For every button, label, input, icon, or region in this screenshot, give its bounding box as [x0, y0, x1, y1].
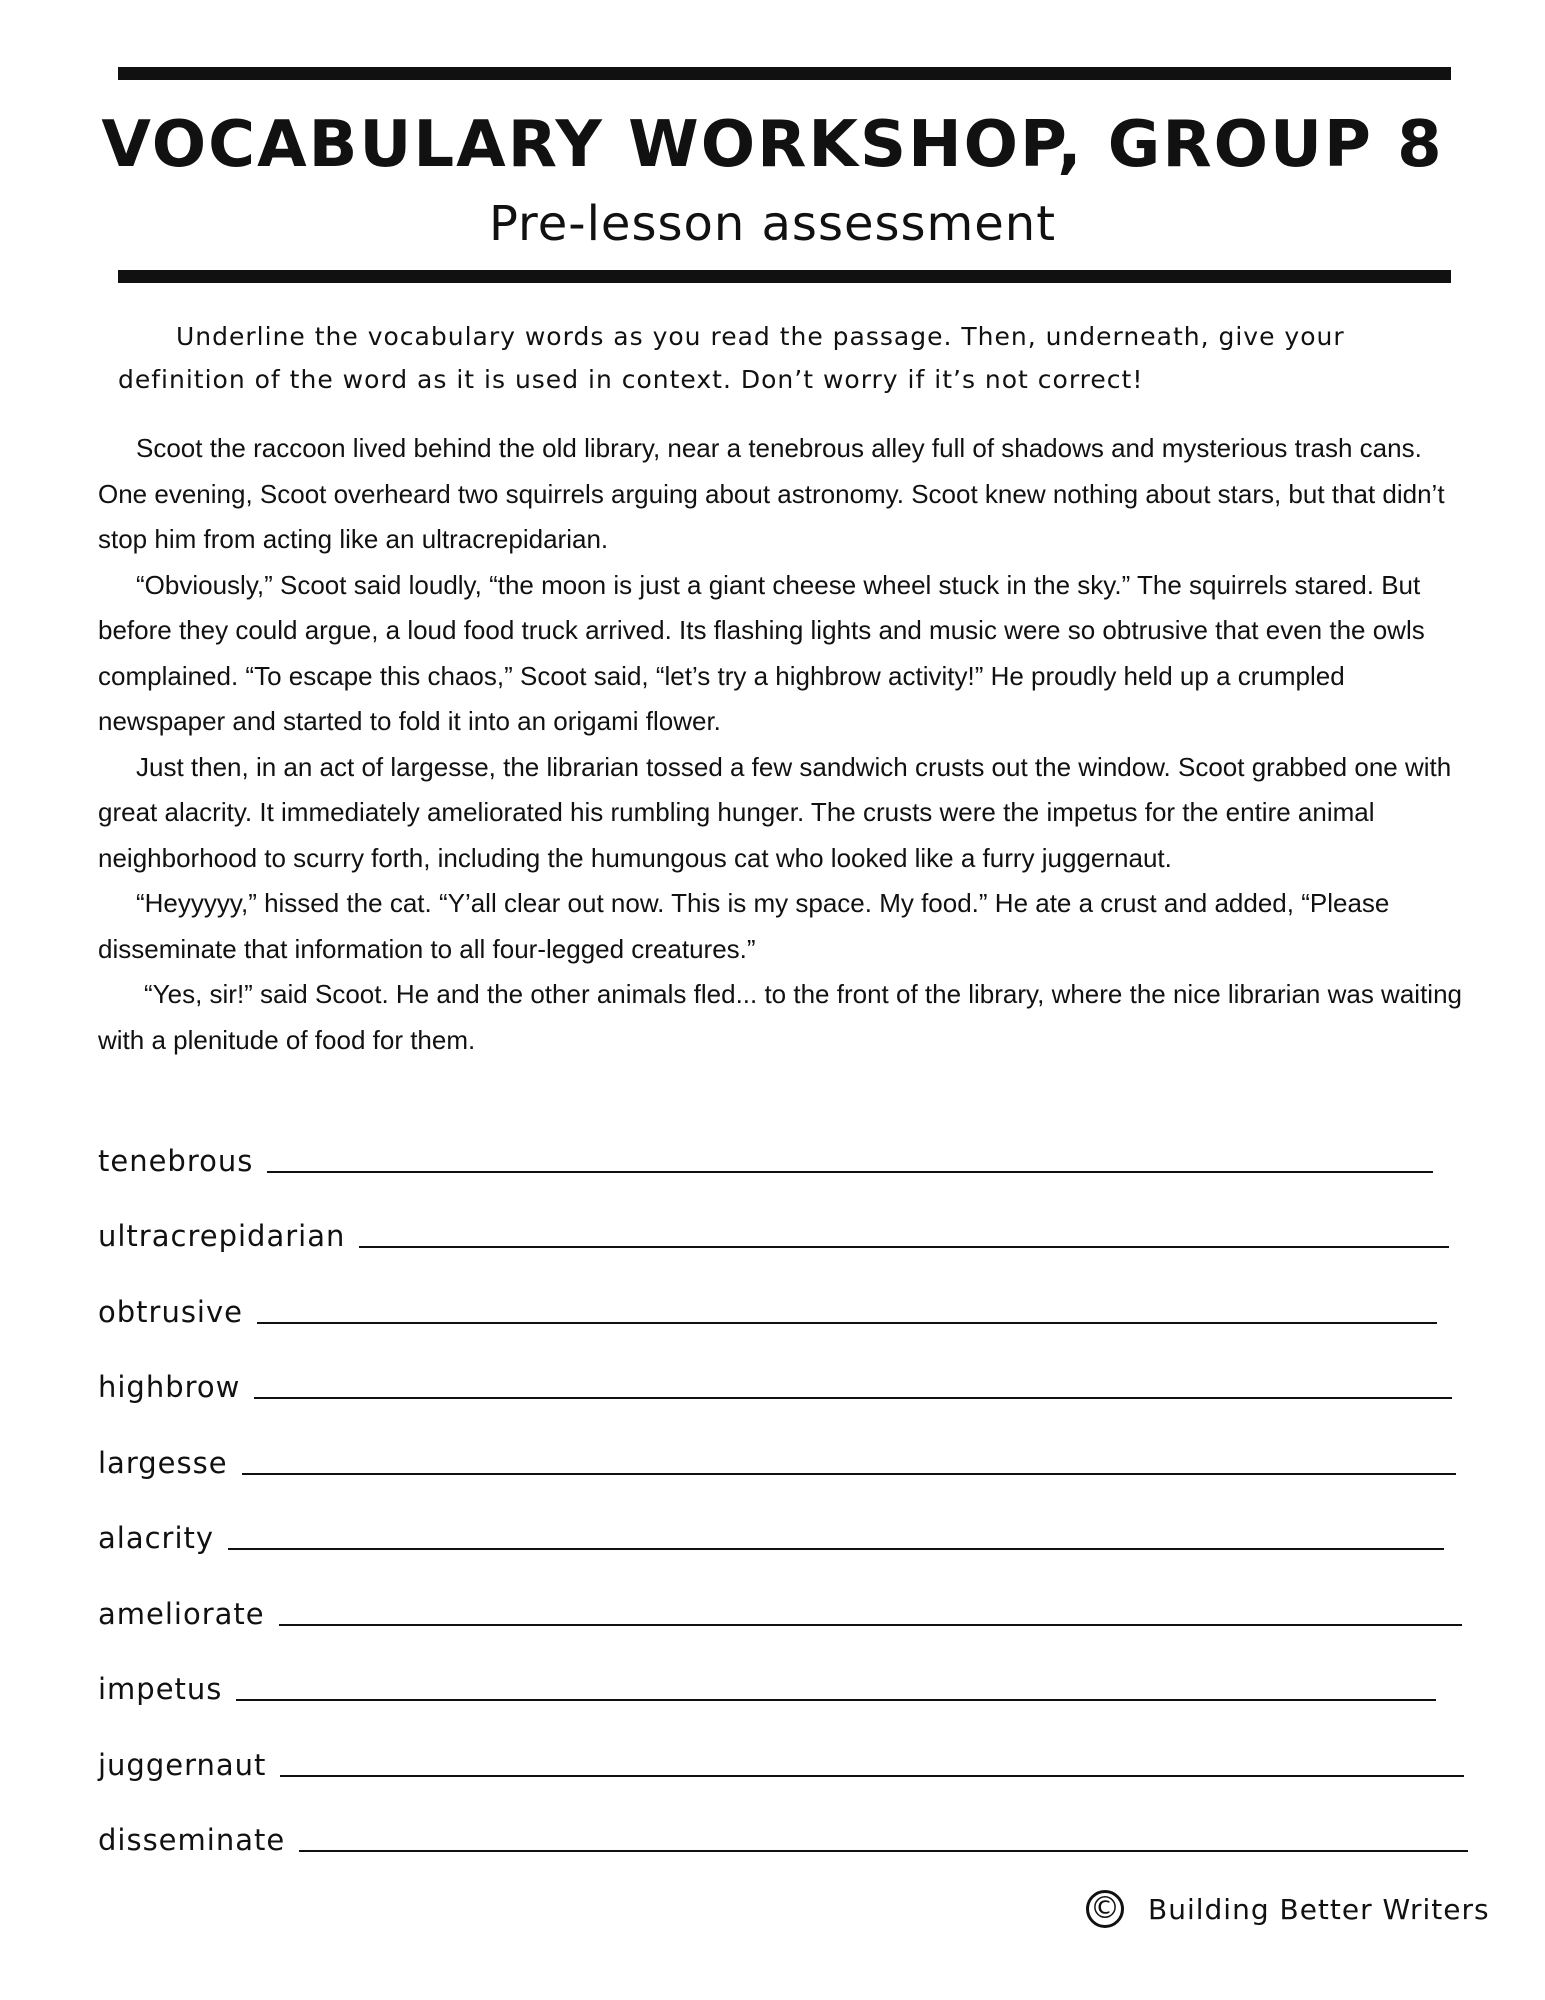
page-title: VOCABULARY WORKSHOP, GROUP 8 — [101, 108, 1444, 182]
vocabulary-definition-list — [98, 1105, 1468, 1860]
reading-passage — [98, 426, 1473, 1063]
vocab-word: tenebrous — [98, 1143, 254, 1178]
definition-answer-line[interactable] — [242, 1473, 1456, 1475]
header-rule-top — [118, 67, 1451, 80]
vocab-row — [98, 1407, 1468, 1483]
passage-paragraph: Scoot the raccoon lived behind the old library, near a tenebrous alley full of shadows and mysterious trash cans. One evening, Scoot overheard two squirrels arguing about astronomy. Scoot knew nothing about stars, but that didn’t stop him from acting like an ultracrepidarian. — [98, 433, 1445, 554]
instructions-text: Underline the vocabulary words as you read the passage. Then, underneath, give your definition of the word as it is used in context. Don’t worry if it’s not correct! — [118, 322, 1345, 394]
copyright-icon: © — [1086, 1890, 1124, 1928]
vocab-word: impetus — [98, 1672, 223, 1706]
page-subtitle: Pre-lesson assessment — [488, 196, 1057, 252]
definition-answer-line[interactable] — [236, 1699, 1436, 1701]
vocab-row — [98, 1709, 1468, 1785]
vocab-row — [98, 1332, 1468, 1408]
vocab-word: alacrity — [98, 1521, 215, 1555]
vocab-row — [98, 1105, 1468, 1181]
passage-paragraph: “Obviously,” Scoot said loudly, “the moon is just a giant cheese wheel stuck in the sky.” The squirrels stared. But before they could argue, a loud food truck arrived. Its flashing lights and music were so obtrusive that even the owls complained. “To escape this chaos,” Scoot said, “let’s try a highbrow activity!” He proudly held up a crumpled newspaper and started to fold it into an origami flower. — [98, 569, 1425, 736]
definition-answer-line[interactable] — [359, 1246, 1449, 1248]
vocab-row — [98, 1181, 1468, 1257]
definition-answer-line[interactable] — [254, 1397, 1452, 1399]
definition-answer-line[interactable] — [257, 1322, 1437, 1324]
vocab-row — [98, 1785, 1468, 1861]
vocab-word: ameliorate — [98, 1596, 265, 1631]
definition-answer-line[interactable] — [267, 1171, 1433, 1173]
vocab-row — [98, 1483, 1468, 1559]
definition-answer-line[interactable] — [228, 1548, 1444, 1550]
vocab-word: ultracrepidarian — [98, 1219, 346, 1253]
vocab-word: obtrusive — [98, 1294, 243, 1329]
vocab-word: disseminate — [98, 1823, 286, 1857]
definition-answer-line[interactable] — [280, 1775, 1464, 1777]
footer-text: Building Better Writers — [1148, 1892, 1490, 1926]
definition-answer-line[interactable] — [279, 1624, 1462, 1626]
passage-paragraph: “Yes, sir!” said Scoot. He and the other animals fled... to the front of the library, where the nice librarian was waiting with a plenitude of food for them. — [98, 979, 1462, 1055]
passage-paragraph: Just then, in an act of largesse, the librarian tossed a few sandwich crusts out the window. Scoot grabbed one with great alacrity. It immediately ameliorated his rumbling hunger. The crusts were the impetus for the entire animal neighborhood to scurry forth, including the humungous cat who looked like a furry juggernaut. — [98, 751, 1452, 873]
definition-answer-line[interactable] — [299, 1850, 1468, 1852]
passage-paragraph: “Heyyyyy,” hissed the cat. “Y’all clear out now. This is my space. My food.” He ate a crust and added, “Please disseminate that information to all four-legged creatures.” — [98, 888, 1390, 964]
footer-credit — [1086, 1890, 1490, 1928]
vocab-word: largesse — [98, 1445, 228, 1480]
vocab-row — [98, 1256, 1468, 1332]
vocab-row — [98, 1634, 1468, 1710]
vocab-word: highbrow — [98, 1370, 241, 1404]
vocab-row — [98, 1558, 1468, 1634]
vocab-word: juggernaut — [98, 1747, 267, 1782]
header-rule-bottom — [118, 270, 1451, 283]
